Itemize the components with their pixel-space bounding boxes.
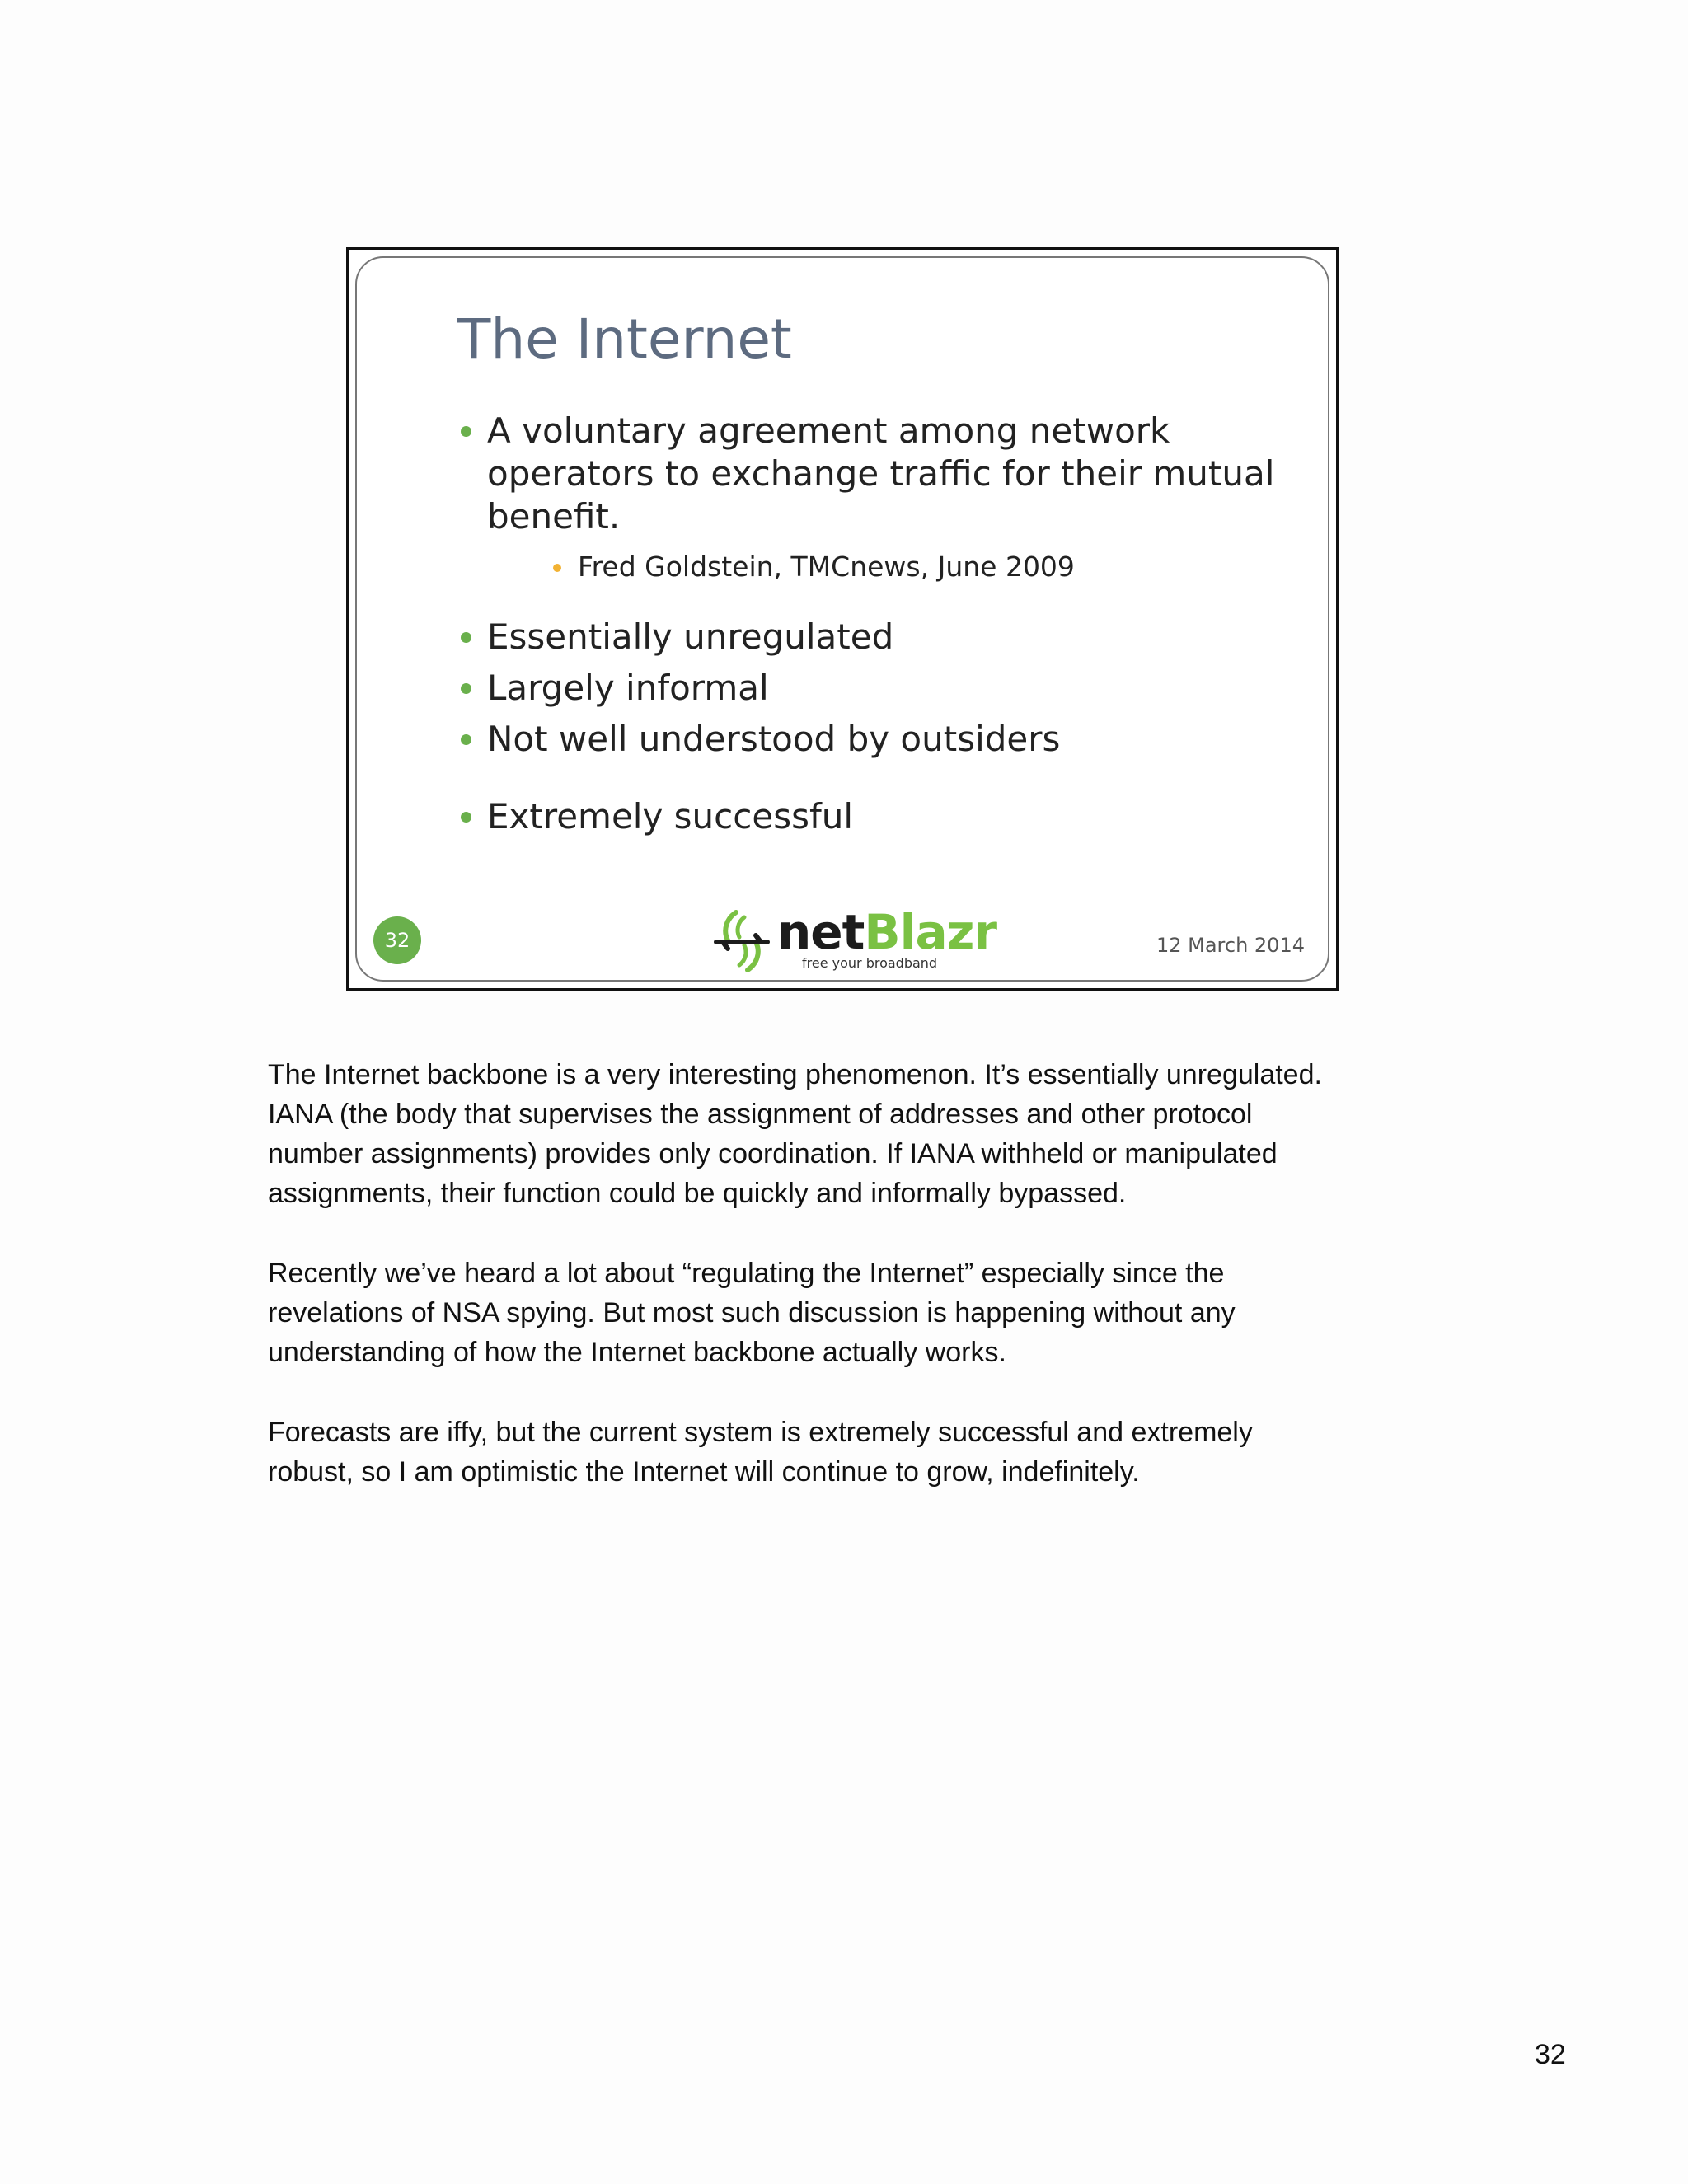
bullet-text: Not well understood by outsiders: [487, 719, 1061, 759]
bullet-item: [457, 667, 1282, 710]
slide-bullet-list: [457, 410, 1282, 838]
logo-wordmark: netBlazr: [777, 904, 996, 960]
speaker-notes: [268, 1055, 1471, 1532]
bullet-text: Largely informal: [487, 668, 769, 708]
bullet-text: A voluntary agreement among network operators to exchange traffic for their mutual benefit.: [487, 410, 1275, 537]
bullet-text: Extremely successful: [487, 796, 854, 837]
slide-number-badge: 32: [373, 916, 421, 964]
bullet-dot-icon: [461, 632, 471, 643]
slide-date: 12 March 2014: [1156, 934, 1305, 957]
bullet-text: Essentially unregulated: [487, 616, 894, 657]
page-number: 32: [1535, 2039, 1566, 2070]
sub-bullet-text: Fred Goldstein, TMCnews, June 2009: [578, 551, 1075, 583]
slide-thumbnail: [346, 247, 1339, 991]
bullet-item: [457, 795, 1282, 838]
bullet-dot-icon: [461, 426, 471, 437]
netblazr-logo: [711, 904, 996, 980]
bullet-item: [457, 616, 1282, 658]
notes-paragraph: The Internet backbone is a very interesting phenomenon. It’s essentially unregulated. IANA (the body that supervises the assignment of addresses and other protocol number assignments) provides only coordination. If IANA withheld or manipulated assignments, their function could be quickly and informally bypassed.: [268, 1059, 1322, 1209]
logo-tagline: free your broadband: [802, 955, 938, 971]
bullet-dot-icon: [461, 812, 471, 823]
sub-bullet-dot-icon: [553, 564, 561, 572]
bullet-item: [457, 718, 1282, 761]
netblazr-logo-icon: [711, 906, 772, 977]
bullet-dot-icon: [461, 734, 471, 745]
bullet-item: [457, 410, 1282, 538]
bullet-dot-icon: [461, 683, 471, 694]
notes-paragraph: Recently we’ve heard a lot about “regulating the Internet” especially since the revelations of NSA spying. But most such discussion is happening without any understanding of how the Internet backbone actually works.: [268, 1258, 1236, 1368]
slide-title: The Internet: [457, 307, 792, 371]
notes-paragraph: Forecasts are iffy, but the current system is extremely successful and extremely robust, so I am optimistic the Internet will continue to grow, indefinitely.: [268, 1417, 1253, 1488]
sub-bullet-item: [457, 546, 1282, 588]
slide-body: [355, 256, 1329, 982]
